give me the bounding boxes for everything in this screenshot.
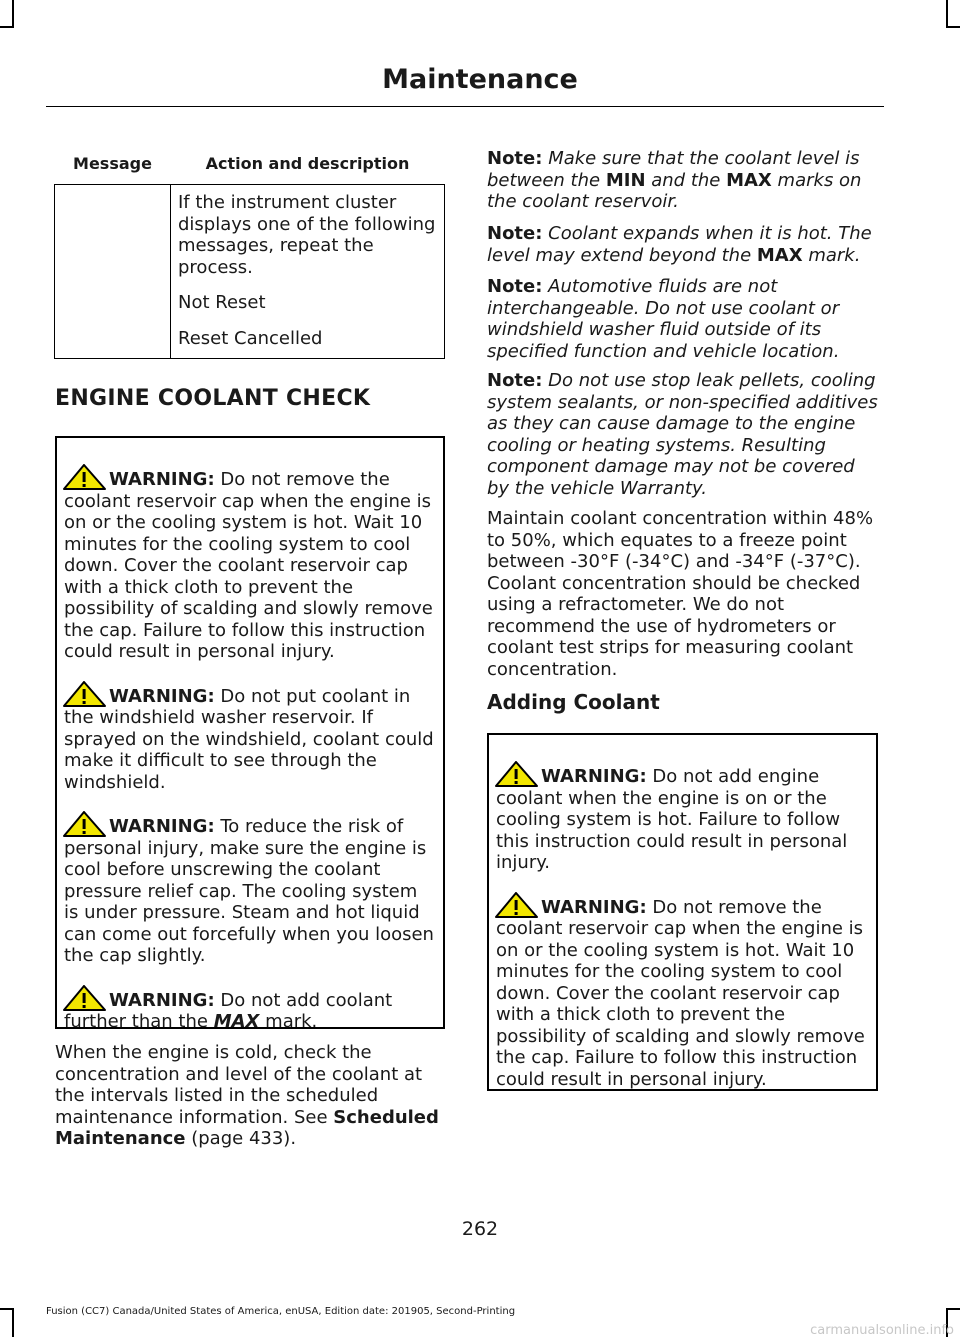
crop-mark bbox=[12, 0, 14, 28]
warning-label: WARNING: bbox=[541, 766, 647, 787]
note-text: Coolant expands when it is hot. The level may extend beyond the bbox=[487, 223, 872, 266]
warning-item bbox=[496, 892, 870, 1091]
warning-label: WARNING: bbox=[109, 816, 215, 837]
action-text: If the instrument cluster displays one of the following messages, repeat the process. bbox=[178, 192, 436, 278]
note-coolant-expands bbox=[487, 223, 879, 266]
footer-edition: Fusion (CC7) Canada/United States of America, enUSA, Edition date: 201905, Second-Printing bbox=[46, 1306, 516, 1317]
note-text: marks on the coolant reservoir. bbox=[487, 169, 862, 212]
warning-label: WARNING: bbox=[109, 685, 215, 707]
warning-label: WARNING: bbox=[109, 469, 215, 490]
subsection-heading: Adding Coolant bbox=[487, 690, 660, 714]
warning-label: WARNING: bbox=[541, 896, 647, 918]
max-mark-text: MAX bbox=[213, 1011, 260, 1032]
action-message-reset-cancelled: Reset Cancelled bbox=[178, 327, 323, 349]
warning-text: Do not put coolant in the windshield washer reservoir. If sprayed on the windshield, coolant could make it difficult to see through the windshield. bbox=[64, 685, 434, 793]
note-text: Do not use stop leak pellets, cooling system sealants, or non-specified additives as they can cause damage to the engine cooling or heating systems. Resulting component damage may not be covered by the vehicle Warranty. bbox=[487, 370, 878, 499]
warning-text: Do not add coolant further than the bbox=[64, 989, 393, 1032]
note-text: Automotive fluids are not interchangeable. Do not use coolant or windshield washer fluid outside of its specified function and vehicle location. bbox=[487, 276, 840, 362]
coolant-check-paragraph bbox=[55, 1042, 449, 1150]
note-text: Make sure that the coolant level is between the bbox=[487, 148, 860, 191]
note-text: mark. bbox=[802, 244, 861, 266]
warning-item bbox=[64, 985, 437, 1033]
crop-mark bbox=[946, 0, 948, 28]
warning-triangle-icon bbox=[495, 761, 541, 785]
warning-text-end: mark. bbox=[259, 1011, 318, 1032]
max-mark: MAX bbox=[726, 169, 772, 191]
crop-mark bbox=[0, 26, 14, 28]
header-rule bbox=[46, 106, 884, 107]
scheduled-maintenance-link[interactable]: Scheduled Maintenance bbox=[55, 1106, 439, 1149]
note-stop-leak bbox=[487, 370, 881, 499]
body-text: When the engine is cold, check the concentration and level of the coolant at the intervals listed in the scheduled maintenance information. See bbox=[55, 1042, 423, 1128]
message-table bbox=[54, 144, 445, 359]
warning-triangle-icon bbox=[63, 985, 109, 1009]
warning-triangle-icon bbox=[495, 892, 541, 916]
warning-box-left bbox=[55, 436, 445, 1032]
warning-box-right bbox=[487, 733, 878, 1091]
warning-item bbox=[64, 811, 437, 967]
warning-item bbox=[496, 761, 870, 874]
note-coolant-level bbox=[487, 148, 879, 213]
max-mark: MAX bbox=[756, 244, 803, 266]
action-message-not-reset: Not Reset bbox=[178, 292, 266, 313]
note-label: Note: bbox=[487, 276, 543, 297]
crop-mark bbox=[946, 26, 960, 28]
page-reference: (page 433). bbox=[185, 1128, 297, 1149]
column-header-action: Action and description bbox=[171, 144, 445, 185]
warning-text: Do not remove the coolant reservoir cap when the engine is on or the cooling system is hot. Wait 10 minutes for the cooling system to cool down. Cover the coolant reservoir cap with a thick cloth to prevent the possibility of scalding and slowly remove the cap. Failure to follow this instruction could result in personal injury. bbox=[496, 896, 865, 1090]
page-title: Maintenance bbox=[382, 64, 578, 95]
message-cell bbox=[55, 185, 171, 359]
crop-mark bbox=[12, 1308, 14, 1337]
warning-item bbox=[64, 464, 437, 663]
warning-triangle-icon bbox=[63, 681, 109, 705]
note-label: Note: bbox=[487, 223, 543, 244]
warning-item bbox=[64, 681, 437, 794]
note-fluids bbox=[487, 276, 879, 362]
section-heading: ENGINE COOLANT CHECK bbox=[55, 386, 371, 411]
note-label: Note: bbox=[487, 370, 543, 391]
warning-triangle-icon bbox=[63, 464, 109, 488]
table-row bbox=[55, 185, 445, 359]
concentration-paragraph: Maintain coolant concentration within 48% to 50%, which equates to a freeze point between -30°F (-34°C) and -34°F (-37°C). Coolant concentration should be checked using a refractometer. We do not recommend the use of hydrometers or coolant test strips for measuring coolant concentration. bbox=[487, 508, 874, 680]
warning-text: Do not add engine coolant when the engine is on or the cooling system is hot. Failure to follow this instruction could result in personal injury. bbox=[496, 766, 848, 873]
watermark: carmanualsonline.info bbox=[810, 1323, 954, 1338]
note-text: and the bbox=[645, 169, 727, 191]
crop-mark bbox=[946, 1308, 960, 1310]
action-cell bbox=[171, 185, 445, 359]
page-number: 262 bbox=[461, 1218, 499, 1240]
column-header-message: Message bbox=[55, 144, 171, 185]
crop-mark bbox=[0, 1308, 14, 1310]
note-label: Note: bbox=[487, 148, 543, 169]
warning-text: Do not remove the coolant reservoir cap when the engine is on or the cooling system is hot. Wait 10 minutes for the cooling system to cool down. Cover the coolant reservoir cap with a thick cloth to prevent the possibility of scalding and slowly remove the cap. Failure to follow this instruction could result in personal injury. bbox=[64, 469, 433, 662]
warning-label: WARNING: bbox=[109, 989, 215, 1011]
warning-text: To reduce the risk of personal injury, make sure the engine is cool before unscrewing the coolant pressure relief cap. The cooling system is under pressure. Steam and hot liquid can come out forcefully when you loosen the cap slightly. bbox=[64, 816, 434, 966]
min-mark: MIN bbox=[605, 169, 646, 191]
table-header-row bbox=[55, 144, 445, 185]
warning-triangle-icon bbox=[63, 811, 109, 835]
